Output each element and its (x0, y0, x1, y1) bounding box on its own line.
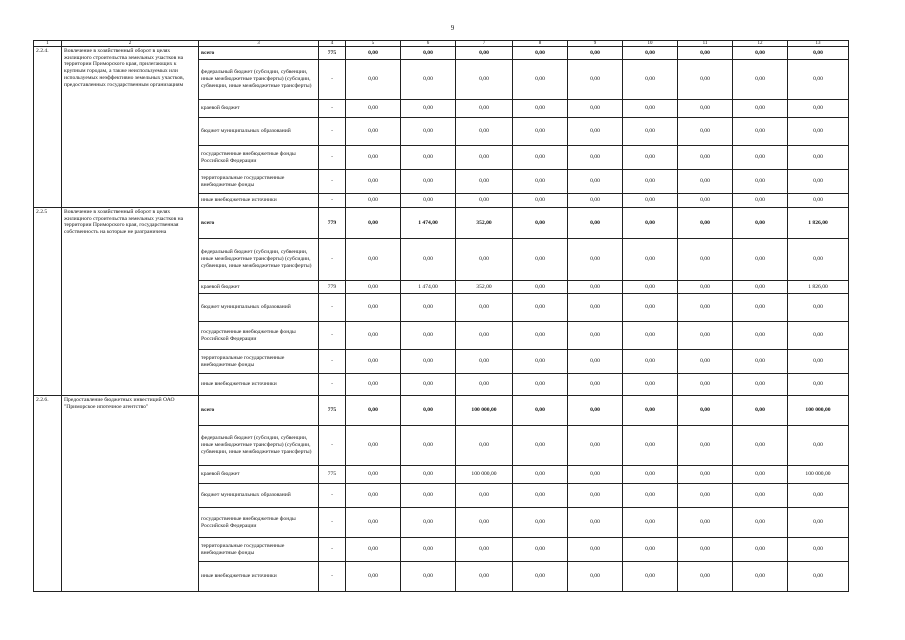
amount-cell: 0,00 (346, 562, 401, 592)
budget-table (33, 40, 849, 592)
amount-cell: 0,00 (733, 239, 788, 281)
amount-cell: 0,00 (346, 396, 401, 426)
amount-cell: 0,00 (788, 100, 849, 118)
responsible-code: - (319, 426, 346, 466)
funding-source: иные внебюджетные источники (199, 194, 319, 208)
amount-cell: 0,00 (678, 47, 733, 60)
amount-cell: 1 826,00 (788, 281, 849, 294)
amount-cell: 0,00 (513, 396, 568, 426)
amount-cell: 0,00 (733, 396, 788, 426)
column-number: 4 (319, 41, 346, 47)
amount-cell: 0,00 (346, 239, 401, 281)
table-row (34, 47, 849, 60)
amount-cell: 0,00 (568, 194, 623, 208)
responsible-code: - (319, 294, 346, 322)
amount-cell: 0,00 (456, 562, 513, 592)
responsible-code: - (319, 322, 346, 350)
amount-cell: 0,00 (568, 294, 623, 322)
amount-cell: 0,00 (568, 100, 623, 118)
amount-cell: 0,00 (513, 562, 568, 592)
amount-cell: 0,00 (678, 118, 733, 146)
amount-cell: 0,00 (623, 239, 678, 281)
amount-cell: 0,00 (733, 100, 788, 118)
amount-cell: 0,00 (456, 60, 513, 100)
amount-cell: 0,00 (733, 170, 788, 194)
amount-cell: 0,00 (733, 426, 788, 466)
amount-cell: 0,00 (733, 294, 788, 322)
responsible-code: 775 (319, 47, 346, 60)
amount-cell: 0,00 (513, 47, 568, 60)
amount-cell: 0,00 (623, 374, 678, 396)
funding-source: государственные внебюджетные фонды Российской Федерации (199, 146, 319, 170)
amount-cell: 0,00 (733, 146, 788, 170)
amount-cell: 0,00 (346, 100, 401, 118)
amount-cell: 0,00 (513, 208, 568, 239)
column-number: 11 (678, 41, 733, 47)
amount-cell: 100 000,00 (456, 396, 513, 426)
amount-cell: 0,00 (678, 170, 733, 194)
amount-cell: 0,00 (401, 294, 456, 322)
responsible-code: - (319, 484, 346, 508)
section-code: 2.2.5 (34, 208, 62, 396)
amount-cell: 0,00 (568, 350, 623, 374)
amount-cell: 0,00 (513, 146, 568, 170)
amount-cell: 0,00 (733, 118, 788, 146)
amount-cell: 100 000,00 (788, 396, 849, 426)
amount-cell: 0,00 (678, 294, 733, 322)
amount-cell: 0,00 (401, 538, 456, 562)
amount-cell: 0,00 (788, 538, 849, 562)
amount-cell: 0,00 (513, 170, 568, 194)
amount-cell: 0,00 (623, 562, 678, 592)
amount-cell: 0,00 (623, 100, 678, 118)
amount-cell: 0,00 (733, 208, 788, 239)
amount-cell: 0,00 (788, 47, 849, 60)
amount-cell: 0,00 (788, 322, 849, 350)
column-number: 10 (623, 41, 678, 47)
amount-cell: 0,00 (456, 484, 513, 508)
funding-source: бюджет муниципальных образований (199, 118, 319, 146)
amount-cell: 0,00 (733, 484, 788, 508)
responsible-code: 779 (319, 281, 346, 294)
amount-cell: 352,00 (456, 208, 513, 239)
amount-cell: 0,00 (401, 146, 456, 170)
amount-cell: 0,00 (678, 194, 733, 208)
amount-cell: 0,00 (401, 562, 456, 592)
amount-cell: 0,00 (346, 426, 401, 466)
page-number: 9 (450, 24, 455, 32)
amount-cell: 0,00 (401, 100, 456, 118)
amount-cell: 0,00 (568, 562, 623, 592)
amount-cell: 0,00 (623, 508, 678, 538)
column-number: 5 (346, 41, 401, 47)
amount-cell: 0,00 (456, 322, 513, 350)
amount-cell: 0,00 (568, 146, 623, 170)
amount-cell: 0,00 (346, 47, 401, 60)
amount-cell: 0,00 (623, 118, 678, 146)
section-name: Предоставление бюджетных инвестиций ОАО "Приморское ипотечное агентство" (62, 396, 199, 592)
amount-cell: 0,00 (346, 350, 401, 374)
funding-source: территориальные государственные внебюджетные фонды (199, 350, 319, 374)
funding-source: всего (199, 208, 319, 239)
amount-cell: 0,00 (346, 466, 401, 484)
amount-cell: 0,00 (456, 146, 513, 170)
column-number: 13 (788, 41, 849, 47)
amount-cell: 0,00 (788, 350, 849, 374)
column-number: 6 (401, 41, 456, 47)
amount-cell: 0,00 (456, 508, 513, 538)
amount-cell: 0,00 (346, 484, 401, 508)
amount-cell: 0,00 (456, 47, 513, 60)
amount-cell: 0,00 (346, 374, 401, 396)
amount-cell: 0,00 (623, 281, 678, 294)
amount-cell: 0,00 (401, 47, 456, 60)
amount-cell: 0,00 (346, 322, 401, 350)
funding-source: государственные внебюджетные фонды Российской Федерации (199, 322, 319, 350)
responsible-code: - (319, 350, 346, 374)
amount-cell: 0,00 (788, 374, 849, 396)
amount-cell: 0,00 (568, 426, 623, 466)
column-number: 2 (62, 41, 199, 47)
amount-cell: 1 474,00 (401, 281, 456, 294)
responsible-code: - (319, 100, 346, 118)
column-number: 12 (733, 41, 788, 47)
amount-cell: 0,00 (513, 60, 568, 100)
funding-source: территориальные государственные внебюджетные фонды (199, 538, 319, 562)
amount-cell: 0,00 (513, 294, 568, 322)
amount-cell: 0,00 (733, 374, 788, 396)
amount-cell: 0,00 (346, 508, 401, 538)
funding-source: краевой бюджет (199, 466, 319, 484)
amount-cell: 0,00 (456, 239, 513, 281)
amount-cell: 0,00 (733, 281, 788, 294)
amount-cell: 0,00 (346, 146, 401, 170)
amount-cell: 0,00 (568, 239, 623, 281)
amount-cell: 0,00 (733, 47, 788, 60)
amount-cell: 0,00 (513, 508, 568, 538)
amount-cell: 0,00 (401, 396, 456, 426)
amount-cell: 0,00 (623, 322, 678, 350)
funding-source: федеральный бюджет (субсидии, субвенции, иные межбюджетные трансферты) (субсидии, субвенции, иные межбюджетные трансферты) (199, 60, 319, 100)
amount-cell: 0,00 (513, 239, 568, 281)
amount-cell: 0,00 (456, 350, 513, 374)
amount-cell: 0,00 (733, 538, 788, 562)
funding-source: бюджет муниципальных образований (199, 484, 319, 508)
amount-cell: 0,00 (568, 170, 623, 194)
amount-cell: 0,00 (346, 294, 401, 322)
amount-cell: 0,00 (733, 322, 788, 350)
amount-cell: 0,00 (346, 194, 401, 208)
amount-cell: 0,00 (733, 562, 788, 592)
amount-cell: 0,00 (401, 484, 456, 508)
table-row (34, 208, 849, 239)
amount-cell: 0,00 (678, 466, 733, 484)
amount-cell: 0,00 (401, 118, 456, 146)
section-name: Вовлечение в хозяйственный оборот в целях жилищного строительства земельных участков на территории Приморского края, прилегающих к крупным городам, а также неиспользуемых или используемых неэффективно земельных участков, предоставленных государственным организациям (62, 47, 199, 208)
funding-source: территориальные государственные внебюджетные фонды (199, 170, 319, 194)
amount-cell: 0,00 (568, 281, 623, 294)
responsible-code: - (319, 60, 346, 100)
amount-cell: 0,00 (788, 239, 849, 281)
amount-cell: 0,00 (346, 118, 401, 146)
amount-cell: 0,00 (678, 426, 733, 466)
responsible-code: - (319, 170, 346, 194)
amount-cell: 0,00 (513, 374, 568, 396)
amount-cell: 0,00 (456, 170, 513, 194)
responsible-code: - (319, 146, 346, 170)
funding-source: всего (199, 47, 319, 60)
amount-cell: 0,00 (346, 538, 401, 562)
amount-cell: 0,00 (623, 146, 678, 170)
responsible-code: - (319, 118, 346, 146)
funding-source: федеральный бюджет (субсидии, субвенции, иные межбюджетные трансферты) (субсидии, субвенции, иные межбюджетные трансферты) (199, 239, 319, 281)
funding-source: федеральный бюджет (субсидии, субвенции, иные межбюджетные трансферты) (субсидии, субвенции, иные межбюджетные трансферты) (199, 426, 319, 466)
responsible-code: - (319, 538, 346, 562)
amount-cell: 0,00 (678, 396, 733, 426)
amount-cell: 0,00 (568, 322, 623, 350)
amount-cell: 0,00 (401, 350, 456, 374)
column-number: 3 (199, 41, 319, 47)
amount-cell: 0,00 (678, 322, 733, 350)
amount-cell: 0,00 (513, 466, 568, 484)
responsible-code: - (319, 562, 346, 592)
column-number: 7 (456, 41, 513, 47)
amount-cell: 352,00 (456, 281, 513, 294)
column-number: 1 (34, 41, 62, 47)
amount-cell: 0,00 (346, 170, 401, 194)
amount-cell: 0,00 (346, 60, 401, 100)
amount-cell: 0,00 (678, 100, 733, 118)
amount-cell: 0,00 (733, 466, 788, 484)
amount-cell: 0,00 (513, 426, 568, 466)
section-name: Вовлечение в хозяйственный оборот в целях жилищного строительства земельных участков на территории Приморского края, государственная собственность на которые не разграничена (62, 208, 199, 396)
amount-cell: 0,00 (568, 374, 623, 396)
funding-source: бюджет муниципальных образований (199, 294, 319, 322)
amount-cell: 0,00 (456, 100, 513, 118)
amount-cell: 0,00 (513, 194, 568, 208)
amount-cell: 0,00 (733, 350, 788, 374)
amount-cell: 0,00 (513, 322, 568, 350)
funding-source: всего (199, 396, 319, 426)
amount-cell: 0,00 (401, 508, 456, 538)
amount-cell: 0,00 (623, 170, 678, 194)
amount-cell: 0,00 (401, 426, 456, 466)
amount-cell: 0,00 (788, 146, 849, 170)
funding-source: краевой бюджет (199, 100, 319, 118)
amount-cell: 0,00 (733, 508, 788, 538)
amount-cell: 0,00 (733, 194, 788, 208)
table-row (34, 396, 849, 426)
responsible-code: - (319, 239, 346, 281)
amount-cell: 0,00 (513, 100, 568, 118)
responsible-code: 775 (319, 396, 346, 426)
amount-cell: 0,00 (568, 396, 623, 426)
amount-cell: 0,00 (401, 170, 456, 194)
amount-cell: 0,00 (456, 194, 513, 208)
responsible-code: - (319, 194, 346, 208)
amount-cell: 0,00 (733, 60, 788, 100)
amount-cell: 0,00 (678, 60, 733, 100)
amount-cell: 0,00 (346, 281, 401, 294)
amount-cell: 0,00 (788, 484, 849, 508)
amount-cell: 0,00 (678, 508, 733, 538)
funding-source: иные внебюджетные источники (199, 562, 319, 592)
section-code: 2.2.6. (34, 396, 62, 592)
amount-cell: 1 474,00 (401, 208, 456, 239)
amount-cell: 0,00 (623, 194, 678, 208)
funding-source: государственные внебюджетные фонды Российской Федерации (199, 508, 319, 538)
amount-cell: 0,00 (568, 466, 623, 484)
amount-cell: 0,00 (788, 294, 849, 322)
amount-cell: 0,00 (568, 118, 623, 146)
amount-cell: 0,00 (623, 47, 678, 60)
responsible-code: - (319, 374, 346, 396)
column-number: 9 (568, 41, 623, 47)
amount-cell: 0,00 (513, 281, 568, 294)
amount-cell: 0,00 (788, 508, 849, 538)
amount-cell: 0,00 (401, 374, 456, 396)
funding-source: иные внебюджетные источники (199, 374, 319, 396)
funding-source: краевой бюджет (199, 281, 319, 294)
amount-cell: 0,00 (513, 538, 568, 562)
amount-cell: 0,00 (678, 281, 733, 294)
amount-cell: 0,00 (788, 194, 849, 208)
responsible-code: - (319, 508, 346, 538)
amount-cell: 0,00 (623, 208, 678, 239)
amount-cell: 0,00 (678, 239, 733, 281)
amount-cell: 0,00 (401, 239, 456, 281)
amount-cell: 0,00 (623, 350, 678, 374)
amount-cell: 0,00 (401, 194, 456, 208)
amount-cell: 0,00 (346, 208, 401, 239)
amount-cell: 0,00 (456, 374, 513, 396)
amount-cell: 0,00 (623, 426, 678, 466)
amount-cell: 0,00 (678, 208, 733, 239)
amount-cell: 0,00 (568, 60, 623, 100)
amount-cell: 0,00 (456, 426, 513, 466)
amount-cell: 0,00 (401, 466, 456, 484)
responsible-code: 779 (319, 208, 346, 239)
amount-cell: 0,00 (568, 47, 623, 60)
amount-cell: 0,00 (513, 484, 568, 508)
amount-cell: 0,00 (513, 350, 568, 374)
amount-cell: 0,00 (788, 426, 849, 466)
amount-cell: 0,00 (623, 396, 678, 426)
amount-cell: 0,00 (678, 562, 733, 592)
amount-cell: 0,00 (788, 118, 849, 146)
amount-cell: 0,00 (568, 538, 623, 562)
amount-cell: 0,00 (623, 60, 678, 100)
amount-cell: 0,00 (456, 294, 513, 322)
amount-cell: 100 000,00 (456, 466, 513, 484)
responsible-code: 775 (319, 466, 346, 484)
amount-cell: 0,00 (568, 208, 623, 239)
amount-cell: 0,00 (401, 322, 456, 350)
amount-cell: 100 000,00 (788, 466, 849, 484)
amount-cell: 0,00 (678, 484, 733, 508)
amount-cell: 0,00 (623, 538, 678, 562)
amount-cell: 0,00 (401, 60, 456, 100)
amount-cell: 0,00 (678, 350, 733, 374)
amount-cell: 0,00 (568, 484, 623, 508)
amount-cell: 0,00 (568, 508, 623, 538)
amount-cell: 0,00 (678, 374, 733, 396)
amount-cell: 1 826,00 (788, 208, 849, 239)
amount-cell: 0,00 (623, 484, 678, 508)
amount-cell: 0,00 (678, 146, 733, 170)
section-code: 2.2.4. (34, 47, 62, 208)
amount-cell: 0,00 (623, 466, 678, 484)
amount-cell: 0,00 (513, 118, 568, 146)
amount-cell: 0,00 (788, 562, 849, 592)
amount-cell: 0,00 (456, 118, 513, 146)
column-number: 8 (513, 41, 568, 47)
amount-cell: 0,00 (678, 538, 733, 562)
amount-cell: 0,00 (788, 60, 849, 100)
amount-cell: 0,00 (456, 538, 513, 562)
amount-cell: 0,00 (623, 294, 678, 322)
amount-cell: 0,00 (788, 170, 849, 194)
